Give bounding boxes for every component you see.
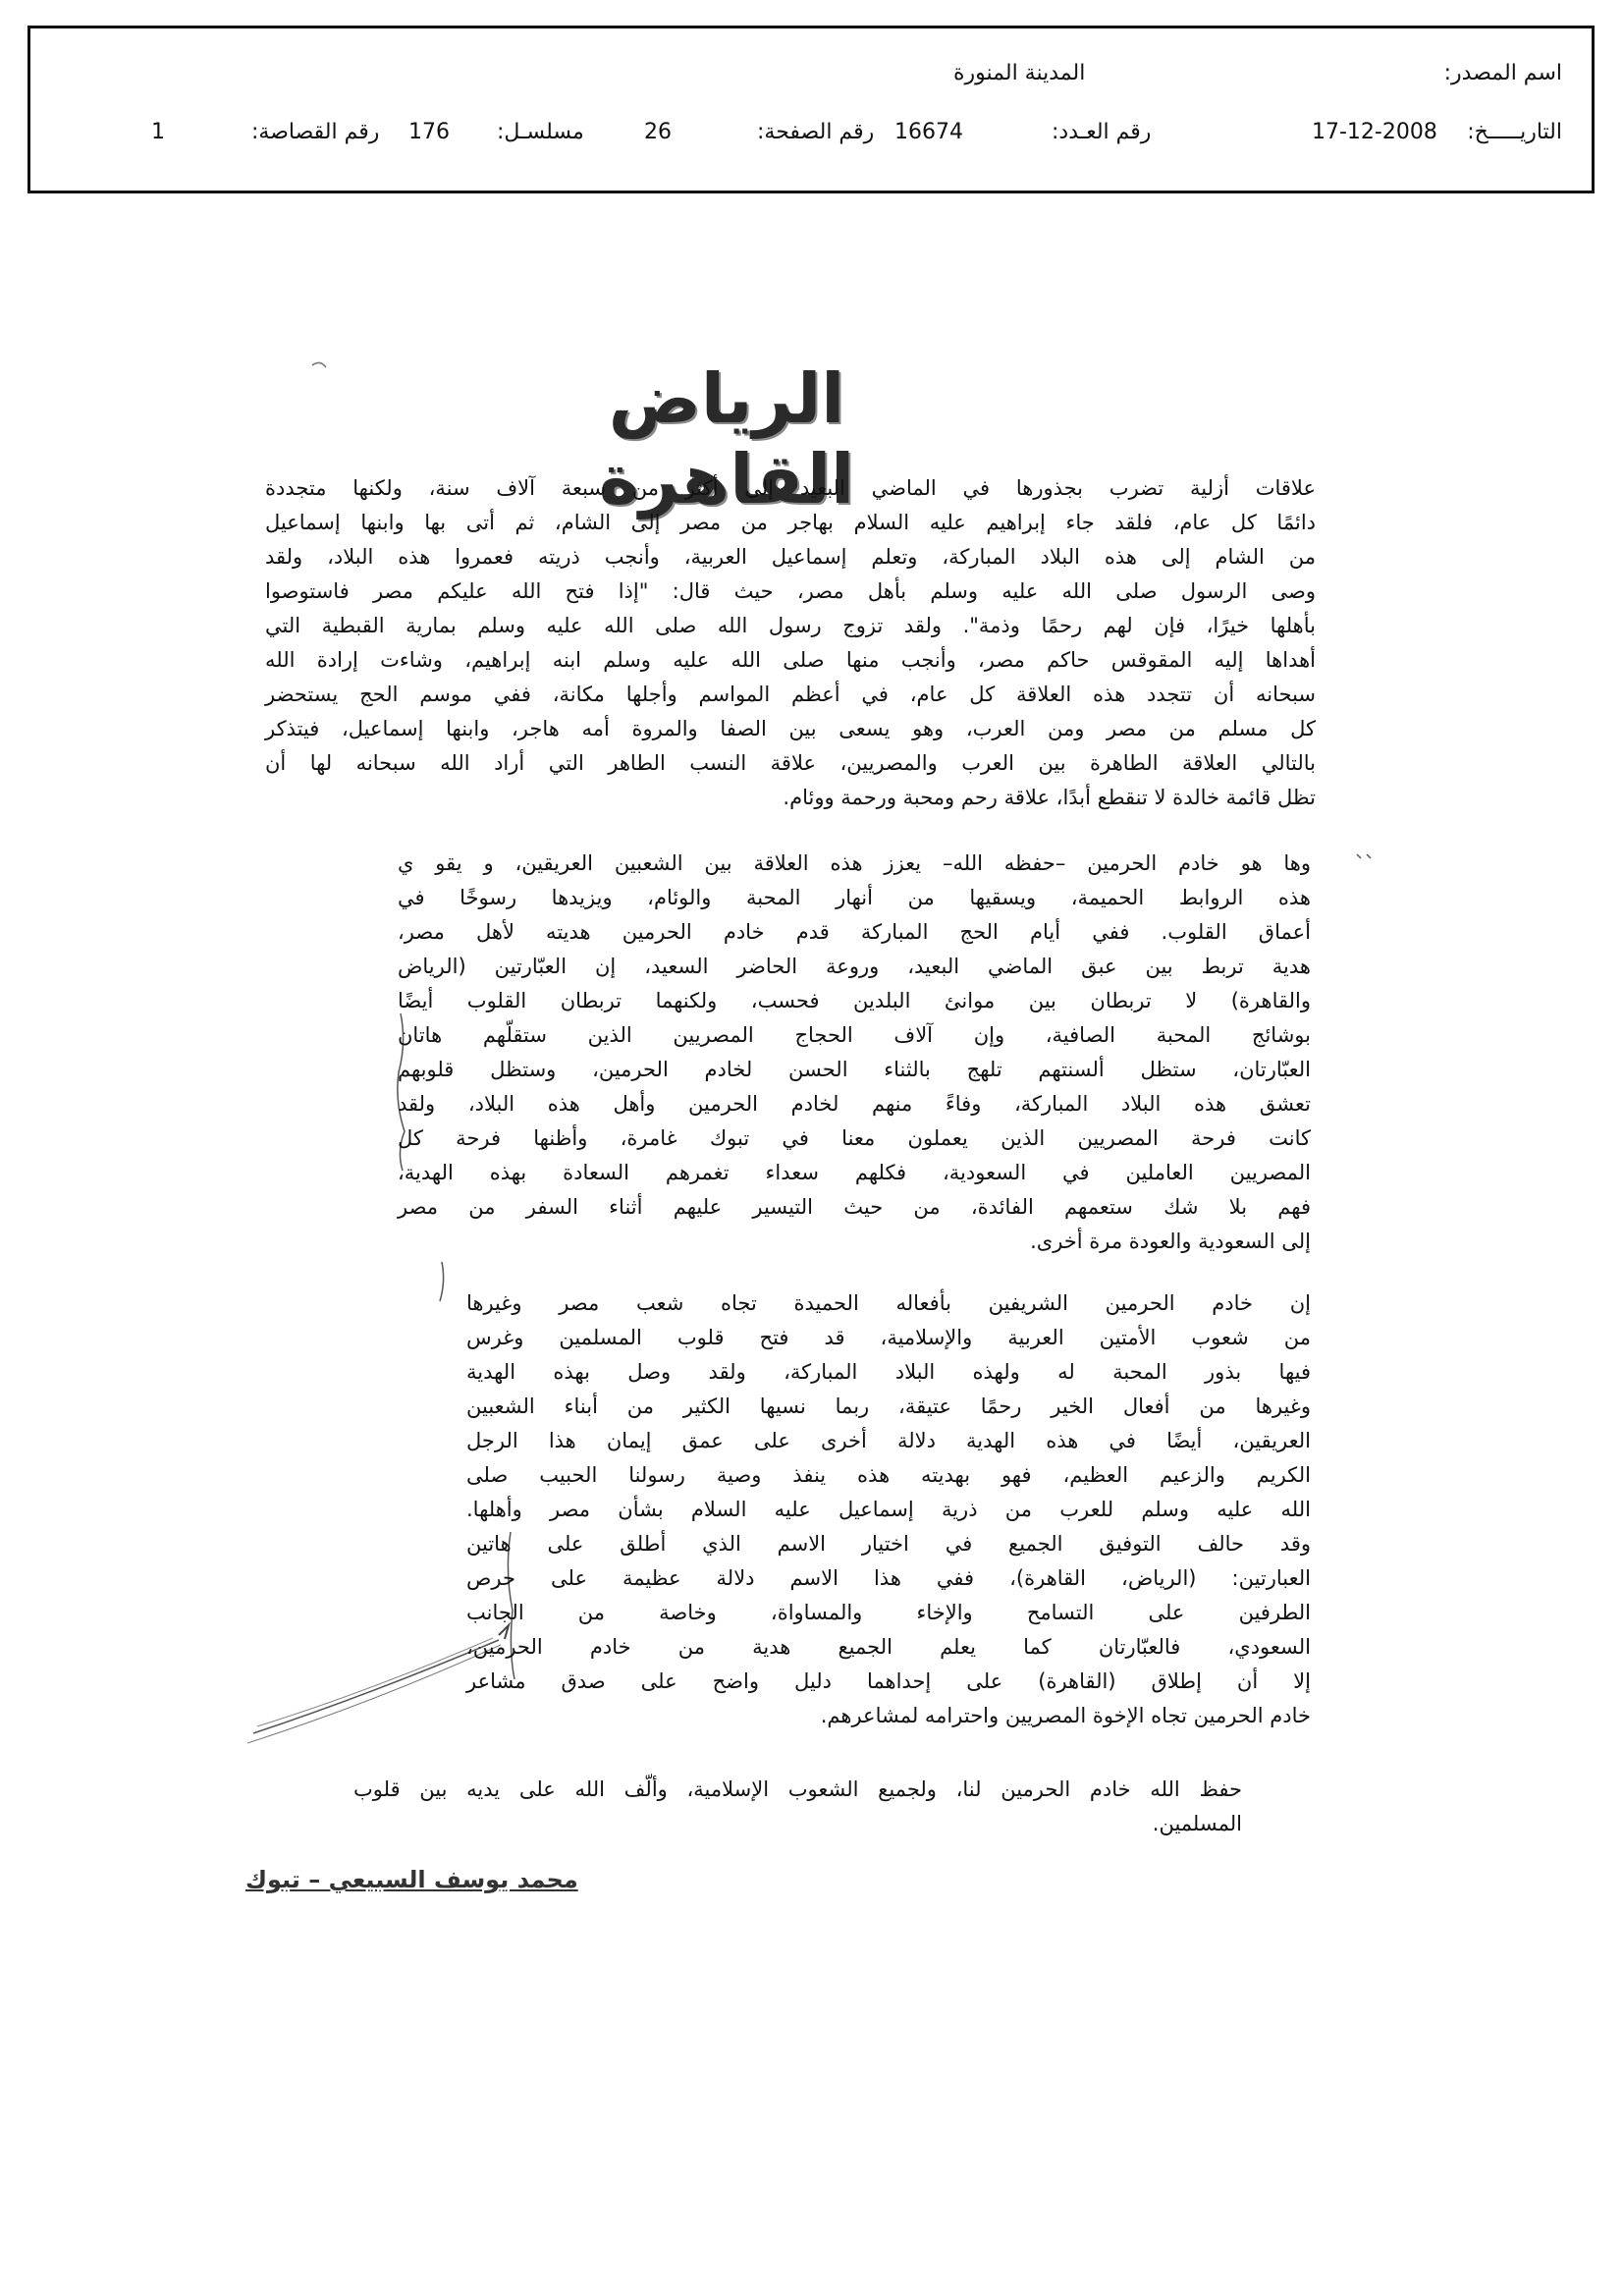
text-line: السعودي، فالعبّارتان كما يعلم الجميع هدية من خادم الحرمين، <box>466 1635 1311 1659</box>
text-line: والقاهرة) لا تربطان بين موانئ البلدين فحسب، ولكنهما تربطان القلوب أيضًا <box>398 989 1311 1012</box>
text-line: المسلمين. <box>1152 1812 1242 1835</box>
text-line: إن خادم الحرمين الشريفين بأفعاله الحميدة تجاه شعب مصر وغيرها <box>466 1291 1311 1315</box>
text-line: بوشائج المحبة الصافية، وإن آلاف الحجاج المصريين الذين ستقلّهم هاتان <box>398 1023 1311 1047</box>
text-line: دائمًا كل عام، فلقد جاء إبراهيم عليه السلام بهاجر من مصر إلى الشام، ثم أتى بها وابنها إسماعيل <box>265 511 1316 534</box>
source-label: اسم المصدر: <box>1443 61 1562 85</box>
text-line: تعشق هذه البلاد المباركة، وفاءً منهم لخادم الحرمين وأهل هذه البلاد، ولقد <box>398 1092 1311 1116</box>
serial-value: 176 <box>408 120 450 144</box>
clip-value: 1 <box>151 120 165 144</box>
issue-value: 16674 <box>894 120 963 144</box>
text-line: وصى الرسول صلى الله عليه وسلم بأهل مصر، حيث قال: "إذا فتح الله عليكم مصر فاستوصوا <box>265 579 1316 603</box>
text-line: من شعوب الأمتين العربية والإسلامية، قد فتح قلوب المسلمين وغرس <box>466 1326 1311 1349</box>
text-line: كانت فرحة المصريين الذين يعملون معنا في تبوك غامرة، وأظنها فرحة كل <box>398 1126 1311 1150</box>
text-line: فيها بذور المحبة له ولهذه البلاد المباركة، ولقد وصل بهذه الهدية <box>466 1360 1311 1384</box>
text-line: الكريم والزعيم العظيم، فهو بهديته هذه ينفذ وصية رسولنا الحبيب صلى <box>466 1463 1311 1487</box>
text-line: العريقين، أيضًا في هذه الهدية دلالة أخرى على عمق إيمان هذا الرجل <box>466 1429 1311 1452</box>
text-line: وها هو خادم الحرمين –حفظه الله– يعزز هذه العلاقة بين الشعبين العريقين، و يقو ي <box>398 851 1311 875</box>
text-line: أهداها إليه المقوقس حاكم مصر، وأنجب منها صلى الله عليه وسلم ابنه إبراهيم، وشاءت إرادة الله <box>265 648 1316 672</box>
text-line: كل مسلم من مصر ومن العرب، وهو يسعى بين الصفا والمروة أمه هاجر، وابنها إسماعيل، فيتذكر <box>265 717 1316 740</box>
text-line: المصريين العاملين في السعودية، فكلهم سعداء تغمرهم السعادة بهذه الهدية، <box>398 1161 1311 1184</box>
date-value: 17-12-2008 <box>1312 120 1437 144</box>
text-line: إلا أن إطلاق (القاهرة) على إحداهما دليل واضح على صدق مشاعر <box>466 1669 1311 1693</box>
text-line: سبحانه أن تتجدد هذه العلاقة كل عام، في أعظم المواسم وأجلها مكانة، ففي موسم الحج يستحضر <box>265 683 1316 706</box>
text-line: هدية تربط بين عبق الماضي البعيد، وروعة الحاضر السعيد، إن العبّارتين (الرياض <box>398 955 1311 978</box>
article-author: محمد يوسف السبيعي – تبوك <box>245 1866 578 1893</box>
article-title: الرياض القاهرة <box>598 358 855 519</box>
text-line: فهم بلا شك ستعمهم الفائدة، من حيث التيسير عليهم أثناء السفر من مصر <box>398 1195 1311 1219</box>
article-paragraph-1 <box>265 471 1316 815</box>
article-paragraph-2 <box>398 847 1311 1259</box>
article-paragraph-4 <box>353 1773 1242 1841</box>
text-line: حفظ الله خادم الحرمين لنا، ولجميع الشعوب الإسلامية، وألّف الله على يديه بين قلوب <box>353 1777 1242 1801</box>
source-value: المدينة المنورة <box>953 61 1086 85</box>
serial-label: مسلسـل: <box>497 120 584 144</box>
text-line: بأهلها خيرًا، فإن لهم رحمًا وذمة". ولقد تزوج رسول الله صلى الله عليه وسلم بمارية القبطية التي <box>265 614 1316 637</box>
clip-label: رقم القصاصة: <box>251 120 380 144</box>
article-paragraph-3 <box>466 1286 1311 1733</box>
text-line: تظل قائمة خالدة لا تنقطع أبدًا، علاقة رحم ومحبة ورحمة ووئام. <box>783 786 1316 809</box>
date-label: التاريـــــخ: <box>1467 120 1562 144</box>
page-label: رقم الصفحة: <box>757 120 875 144</box>
issue-label: رقم العـدد: <box>1052 120 1152 144</box>
text-line: علاقات أزلية تضرب بجذورها في الماضي البعيد إلى أكثر من سبعة آلاف سنة، ولكنها متجددة <box>265 476 1316 500</box>
text-line: خادم الحرمين تجاه الإخوة المصريين واحترامه لمشاعرهم. <box>820 1704 1311 1727</box>
text-line: وغيرها من أفعال الخير رحمًا عتيقة، ربما نسيها الكثير من أبناء الشعبين <box>466 1394 1311 1418</box>
text-line: العبارتين: (الرياض، القاهرة)، ففي هذا الاسم دلالة عظيمة على حرص <box>466 1566 1311 1590</box>
text-line: إلى السعودية والعودة مرة أخرى. <box>1030 1230 1311 1253</box>
text-line: العبّارتان، ستظل ألسنتهم تلهج بالثناء الحسن لخادم الحرمين، وستظل قلوبهم <box>398 1058 1311 1081</box>
text-line: وقد حالف التوفيق الجميع في اختيار الاسم الذي أطلق على هاتين <box>466 1532 1311 1556</box>
page-value: 26 <box>644 120 672 144</box>
text-line: هذه الروابط الحميمة، ويسقيها من أنهار المحبة والوئام، ويزيدها رسوخًا في <box>398 886 1311 909</box>
text-line: أعماق القلوب. ففي أيام الحج المباركة قدم خادم الحرمين هديته لأهل مصر، <box>398 920 1311 944</box>
text-line: بالتالي العلاقة الطاهرة بين العرب والمصريين، علاقة النسب الطاهر التي أراد الله سبحانه لها أن <box>265 751 1316 775</box>
text-line: من الشام إلى هذه البلاد المباركة، وتعلم إسماعيل العربية، وأنجب ذريته فعمروا هذه البلاد، ولقد <box>265 545 1316 569</box>
text-line: الطرفين على التسامح والإخاء والمساواة، وخاصة من الجانب <box>466 1601 1311 1624</box>
text-line: الله عليه وسلم للعرب من ذرية إسماعيل عليه السلام بشأن مصر وأهلها. <box>466 1498 1311 1521</box>
